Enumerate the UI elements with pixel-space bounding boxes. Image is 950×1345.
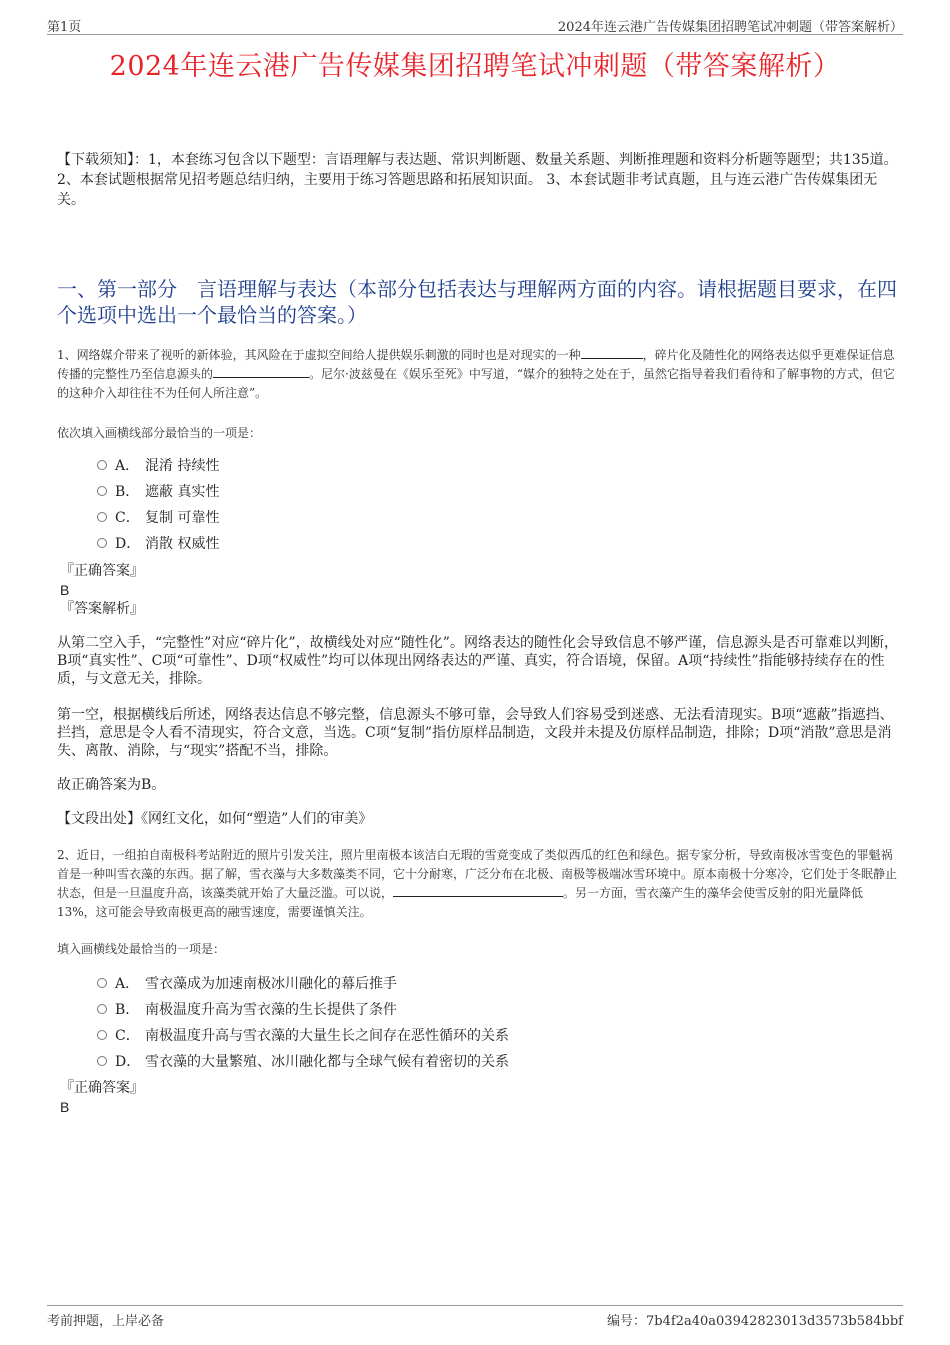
q1-analysis-2: 第一空，根据横线后所述，网络表达信息不够完整，信息源头不够可靠，会导致人们容易受到迷惑、无法看清现实。B项“遮蔽”指遮挡、拦挡，意思是令人看不清现实，符合文意，当选。C项“复制”指仿原样品制造，文段并未提及仿原样品制造，排除；D项“消散”意思是消失、离散、消除，与“现实”搭配不当，排除。 — [57, 707, 894, 759]
q1-analysis-1: 从第二空入手，“完整性”对应“碎片化”，故横线处对应“随性化”。网络表达的随性化会导致信息不够严谨，信息源头是否可靠难以判断，B项“真实性”、C项“可靠性”、D项“权威性”均可以体现出网络表达的严谨、真实，符合语境，保留。A项“持续性”指能够持续存在的性质，与文意无关，排除。 — [57, 635, 898, 687]
q1-answer-label: 『正确答案』 — [60, 563, 144, 579]
q2-option-b[interactable]: B． 南极温度升高为雪衣藻的生长提供了条件 — [97, 996, 509, 1022]
radio-icon[interactable] — [97, 486, 107, 496]
q2-option-c[interactable]: C． 南极温度升高与雪衣藻的大量生长之间存在恶性循环的关系 — [97, 1022, 509, 1048]
q2-answer: B — [60, 1099, 70, 1115]
q1-option-b[interactable]: B． 遮蔽 真实性 — [97, 478, 219, 504]
download-notice: 【下载须知】：1，本套练习包含以下题型：言语理解与表达题、常识判断题、数量关系题、判断推理题和资料分析题等题型；共135道。 2、本套试题根据常见招考题总结归纳，主要用于练习答题思路和拓展知识面。 3、本套试题非考试真题，且与连云港广告传媒集团无关。 — [57, 152, 898, 208]
q1-analysis-3: 故正确答案为B。 — [57, 777, 166, 793]
q1-option-c[interactable]: C． 复制 可靠性 — [97, 504, 219, 530]
page-number: 第1页 — [47, 20, 82, 35]
q1-option-d[interactable]: D． 消散 权威性 — [97, 530, 219, 556]
q1-blank-2 — [213, 365, 309, 378]
q1-blank-1 — [581, 346, 643, 359]
q1-text-part-a: 1、网络媒介带来了视听的新体验，其风险在于虚拟空间给人提供娱乐刺激的同时也是对现实的一种 — [57, 348, 581, 362]
q1-source: 【文段出处】《网红文化，如何“塑造”人们的审美》 — [57, 811, 373, 827]
q2-option-d[interactable]: D． 雪衣藻的大量繁殖、冰川融化都与全球气候有着密切的关系 — [97, 1048, 509, 1074]
q1-prompt: 依次填入画横线部分最恰当的一项是： — [57, 426, 262, 440]
q1-answer-block — [60, 562, 144, 619]
radio-icon[interactable] — [97, 512, 107, 522]
header-doc-title: 2024年连云港广告传媒集团招聘笔试冲刺题（带答案解析） — [557, 20, 903, 35]
q2-blank-1 — [393, 884, 563, 897]
q2-option-a[interactable]: A． 雪衣藻成为加速南极冰川融化的幕后推手 — [97, 970, 509, 996]
q1-analysis-label: 『答案解析』 — [60, 601, 144, 617]
q2-answer-label: 『正确答案』 — [60, 1080, 144, 1096]
q1-text-part-b: ，碎片化及随性化的网络表达似乎更难保证信息传播的完整性乃至信息源头的 — [57, 348, 895, 381]
q2-answer-block — [60, 1079, 144, 1117]
q1-options — [97, 452, 219, 556]
radio-icon[interactable] — [97, 1056, 107, 1066]
footer-slogan: 考前押题，上岸必备 — [47, 1314, 165, 1329]
footer-doc-id: 编号：7b4f2a40a03942823013d3573b584bbf — [607, 1314, 903, 1329]
question-2-text — [57, 846, 900, 922]
radio-icon[interactable] — [97, 460, 107, 470]
page-header — [47, 14, 903, 35]
q2-prompt: 填入画横线处最恰当的一项是： — [57, 942, 226, 956]
q2-options — [97, 970, 509, 1074]
q2-text-part-a: 2、近日，一组拍自南极科考站附近的照片引发关注，照片里南极本该洁白无瑕的雪竟变成了类似西瓜的红色和绿色。据专家分析，导致南极冰雪变色的罪魁祸首是一种叫雪衣藻的东西。据了解，雪衣藻与大多数藻类不同，它十分耐寒，广泛分布在北极、南极等极端冰雪环境中。原本南极十分寒冷，它们处于冬眠静止状态，但是一旦温度升高，该藻类就开始了大量泛滥。可以说， — [57, 848, 898, 900]
section-title: 一、第一部分 言语理解与表达（本部分包括表达与理解两方面的内容。请根据题目要求，在四个选项中选出一个最恰当的答案。） — [57, 277, 897, 327]
question-1-text — [57, 346, 900, 403]
document-title: 2024年连云港广告传媒集团招聘笔试冲刺题（带答案解析） — [109, 51, 841, 82]
q1-text-part-c: 。尼尔·波兹曼在《娱乐至死》中写道，“媒介的独特之处在于，虽然它指导着我们看待和了解事物的方式，但它的这种介入却往往不为任何人所注意”。 — [57, 367, 895, 400]
radio-icon[interactable] — [97, 1030, 107, 1040]
q1-option-a[interactable]: A． 混淆 持续性 — [97, 452, 219, 478]
radio-icon[interactable] — [97, 978, 107, 988]
q2-text-part-b: 。另一方面，雪衣藻产生的藻华会使雪反射的阳光量降低13%，这可能会导致南极更高的融雪速度，需要谨慎关注。 — [57, 886, 864, 919]
q1-answer: B — [60, 582, 70, 598]
radio-icon[interactable] — [97, 538, 107, 548]
radio-icon[interactable] — [97, 1004, 107, 1014]
page-footer — [47, 1305, 903, 1330]
